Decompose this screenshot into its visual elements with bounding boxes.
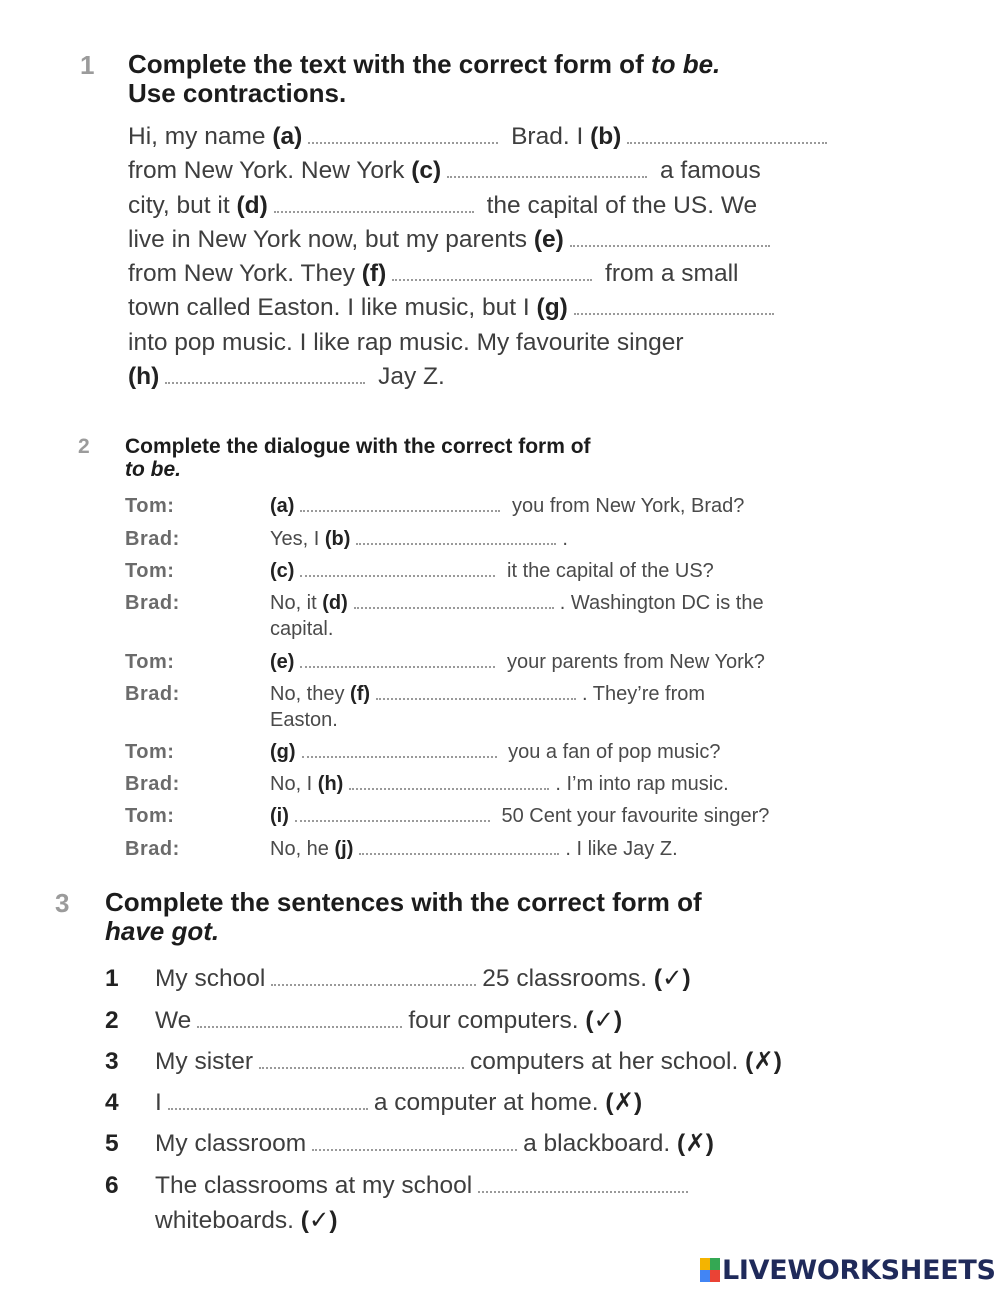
dialogue-text: No, I (h) . I’m into rap music.	[270, 773, 729, 795]
cross-mark: (✗)	[677, 1130, 714, 1157]
sentence-item-continuation: whiteboards. (✓)	[155, 1207, 338, 1234]
answer-blank-2[interactable]	[197, 1005, 402, 1028]
speaker-name: Tom:	[125, 805, 175, 827]
section-1-heading-italic: to be.	[650, 49, 721, 79]
answer-blank[interactable]	[300, 649, 495, 668]
dialogue-text: No, they (f) . They’re from Easton.	[270, 683, 706, 731]
section-2-number: 2	[78, 435, 90, 458]
answer-blank[interactable]	[356, 526, 556, 545]
answer-blank-d[interactable]	[274, 190, 474, 213]
sentence-item: 4 I a computer at home. (✗)	[105, 1089, 643, 1116]
text-line: Hi, my name (a) Brad. I (b)	[128, 120, 958, 154]
text-line: into pop music. I like rap music. My favourite singer	[128, 328, 684, 356]
speaker-name: Tom:	[125, 495, 175, 517]
section-1-heading	[128, 50, 720, 108]
answer-blank-6[interactable]	[478, 1170, 688, 1193]
dialogue-text: (i) 50 Cent your favourite singer?	[270, 805, 770, 827]
answer-blank-4[interactable]	[168, 1087, 368, 1110]
section-3-number: 3	[55, 888, 70, 918]
check-mark: (✓)	[585, 1007, 623, 1034]
answer-blank-5[interactable]	[312, 1128, 517, 1151]
text-line: town called Easton. I like music, but I (g)	[128, 291, 958, 325]
answer-blank-3[interactable]	[259, 1046, 464, 1069]
dialogue-text: (g) you a fan of pop music?	[270, 741, 721, 763]
speaker-name: Brad:	[125, 528, 180, 550]
text-line: from New York. New York (c) a famous	[128, 157, 761, 185]
answer-blank[interactable]	[376, 681, 576, 700]
sentence-item: 1 My school 25 classrooms. (✓)	[105, 965, 691, 992]
speaker-name: Brad:	[125, 592, 180, 614]
dialogue-text: (e) your parents from New York?	[270, 651, 765, 673]
logo-text: LIVEWORKSHEETS	[722, 1254, 996, 1286]
section-1-text	[128, 120, 958, 394]
speaker-name: Tom:	[125, 560, 175, 582]
sentence-item: 2 We four computers. (✓)	[105, 1007, 623, 1034]
speaker-name: Brad:	[125, 773, 180, 795]
speaker-name: Brad:	[125, 683, 180, 705]
cross-mark: (✗)	[605, 1089, 643, 1116]
speaker-name: Tom:	[125, 651, 175, 673]
section-1-number: 1	[80, 50, 95, 80]
text-line: live in New York now, but my parents (e)	[128, 223, 958, 257]
answer-blank-g[interactable]	[574, 293, 774, 316]
answer-blank-f[interactable]	[392, 258, 592, 281]
sentence-item: 3 My sister computers at her school. (✗)	[105, 1048, 782, 1075]
answer-blank[interactable]	[302, 739, 497, 758]
answer-blank-e[interactable]	[570, 224, 770, 247]
section-1-heading-line2: Use contractions.	[128, 78, 347, 109]
cross-mark: (✗)	[745, 1048, 782, 1075]
section-3-heading	[105, 888, 702, 946]
liveworksheets-logo[interactable]	[700, 1255, 996, 1285]
sentence-item: 5 My classroom a blackboard. (✗)	[105, 1130, 714, 1157]
section-2-heading-line1: Complete the dialogue with the correct form of	[125, 435, 591, 458]
dialogue-text: (c) it the capital of the US?	[270, 560, 714, 582]
answer-blank-h[interactable]	[165, 361, 365, 384]
section-2-heading	[125, 435, 591, 481]
answer-blank-b[interactable]	[627, 121, 827, 144]
liveworksheets-logo-icon	[700, 1258, 720, 1282]
answer-blank[interactable]	[295, 803, 490, 822]
dialogue-text: No, it (d) . Washington DC is the capital.	[270, 592, 764, 640]
check-mark: (✓)	[653, 965, 691, 992]
text-line: city, but it (d) the capital of the US. We	[128, 191, 758, 219]
dialogue-text: Yes, I (b) .	[270, 528, 568, 550]
answer-blank-c[interactable]	[447, 155, 647, 178]
dialogue-text: No, he (j) . I like Jay Z.	[270, 838, 678, 860]
answer-blank[interactable]	[354, 590, 554, 609]
answer-blank[interactable]	[300, 493, 500, 512]
speaker-name: Brad:	[125, 838, 180, 860]
section-3-heading-italic: have got.	[105, 916, 220, 947]
section-2-heading-italic: to be.	[125, 458, 181, 481]
dialogue-text: (a) you from New York, Brad?	[270, 495, 745, 517]
speaker-name: Tom:	[125, 741, 175, 763]
check-mark: (✓)	[300, 1207, 338, 1234]
answer-blank[interactable]	[349, 771, 549, 790]
text-line: from New York. They (f) from a small	[128, 260, 739, 288]
section-1-heading-text: Complete the text with the correct form of	[128, 49, 651, 79]
answer-blank-1[interactable]	[271, 963, 476, 986]
answer-blank-a[interactable]	[308, 121, 498, 144]
sentence-item: 6 The classrooms at my school	[105, 1169, 694, 1203]
section-3-heading-line1: Complete the sentences with the correct form of	[105, 887, 702, 917]
answer-blank[interactable]	[359, 836, 559, 855]
answer-blank[interactable]	[300, 558, 495, 577]
text-line: (h) Jay Z.	[128, 363, 445, 391]
